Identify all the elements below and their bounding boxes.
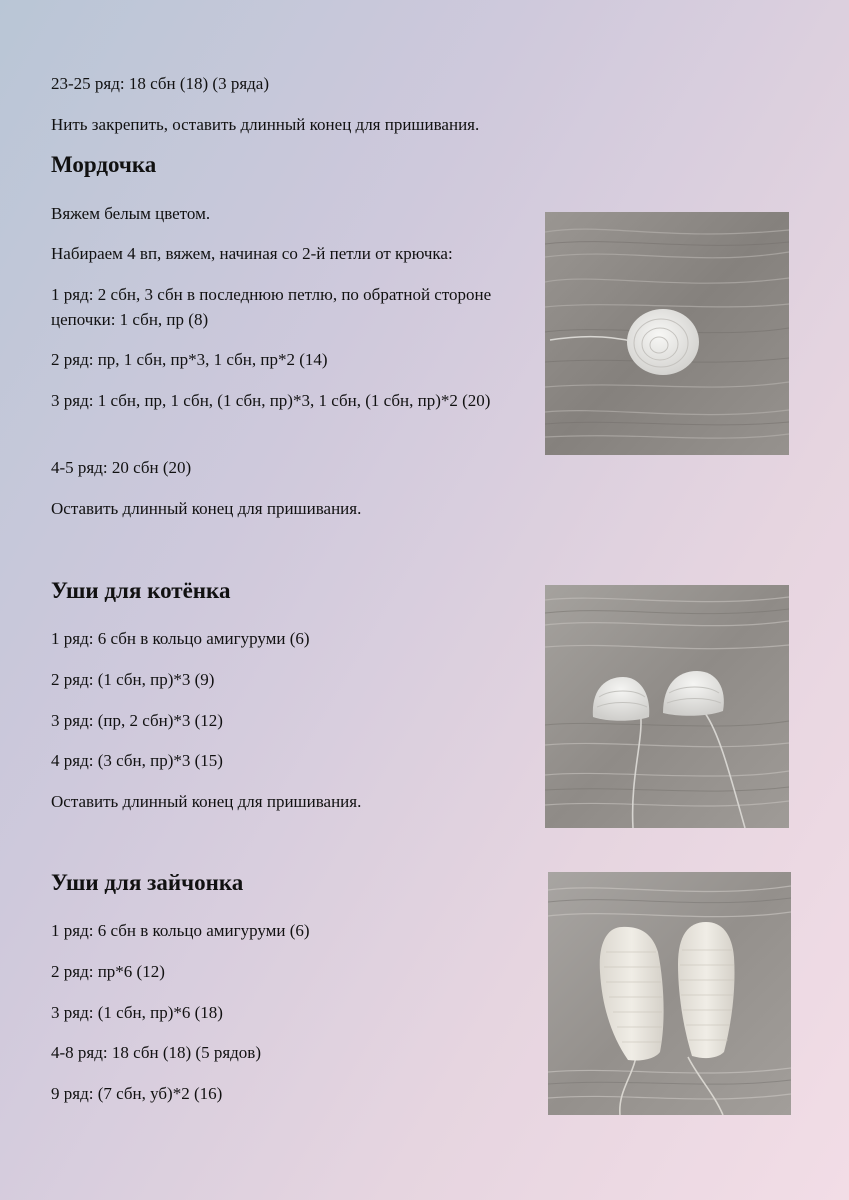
section-title-muzzle: Мордочка: [51, 152, 157, 177]
bunny-ears-line: 1 ряд: 6 сбн в кольцо амигуруми (6): [51, 921, 310, 940]
muzzle-photo: [545, 212, 789, 455]
kitten-ears-line: 3 ряд: (пр, 2 сбн)*3 (12): [51, 711, 223, 730]
bunny-ears-line: 4-8 ряд: 18 сбн (18) (5 рядов): [51, 1043, 261, 1062]
bunny-ears-line: 2 ряд: пр*6 (12): [51, 962, 165, 981]
bunny-ears-line: 9 ряд: (7 сбн, уб)*2 (16): [51, 1084, 223, 1103]
kitten-ears-photo: [545, 585, 789, 828]
section-title-bunny-ears: Уши для зайчонка: [51, 870, 244, 895]
bunny-ears-photo: [548, 872, 791, 1115]
muzzle-line: Вяжем белым цветом.: [51, 204, 211, 223]
kitten-ears-line: Оставить длинный конец для пришивания.: [51, 792, 362, 811]
section-title-kitten-ears: Уши для котёнка: [51, 578, 231, 603]
muzzle-line: 1 ряд: 2 сбн, 3 сбн в последнюю петлю, по обратной стороне цепочки: 1 сбн, пр (8): [51, 285, 492, 329]
pattern-note-text: Нить закрепить, оставить длинный конец для пришивания.: [51, 115, 480, 134]
kitten-ears-line: 1 ряд: 6 сбн в кольцо амигуруми (6): [51, 629, 310, 648]
muzzle-line: 3 ряд: 1 сбн, пр, 1 сбн, (1 сбн, пр)*3, 1 сбн, (1 сбн, пр)*2 (20): [51, 391, 491, 410]
muzzle-line: 2 ряд: пр, 1 сбн, пр*3, 1 сбн, пр*2 (14): [51, 350, 328, 369]
bunny-ears-line: 3 ряд: (1 сбн, пр)*6 (18): [51, 1003, 223, 1022]
pattern-row-text: 23-25 ряд: 18 сбн (18) (3 ряда): [51, 74, 270, 93]
muzzle-line: 4-5 ряд: 20 сбн (20): [51, 458, 192, 477]
muzzle-line: Набираем 4 вп, вяжем, начиная со 2-й петли от крючка:: [51, 244, 453, 263]
muzzle-line: Оставить длинный конец для пришивания.: [51, 499, 362, 518]
kitten-ears-line: 4 ряд: (3 сбн, пр)*3 (15): [51, 751, 223, 770]
kitten-ears-line: 2 ряд: (1 сбн, пр)*3 (9): [51, 670, 215, 689]
